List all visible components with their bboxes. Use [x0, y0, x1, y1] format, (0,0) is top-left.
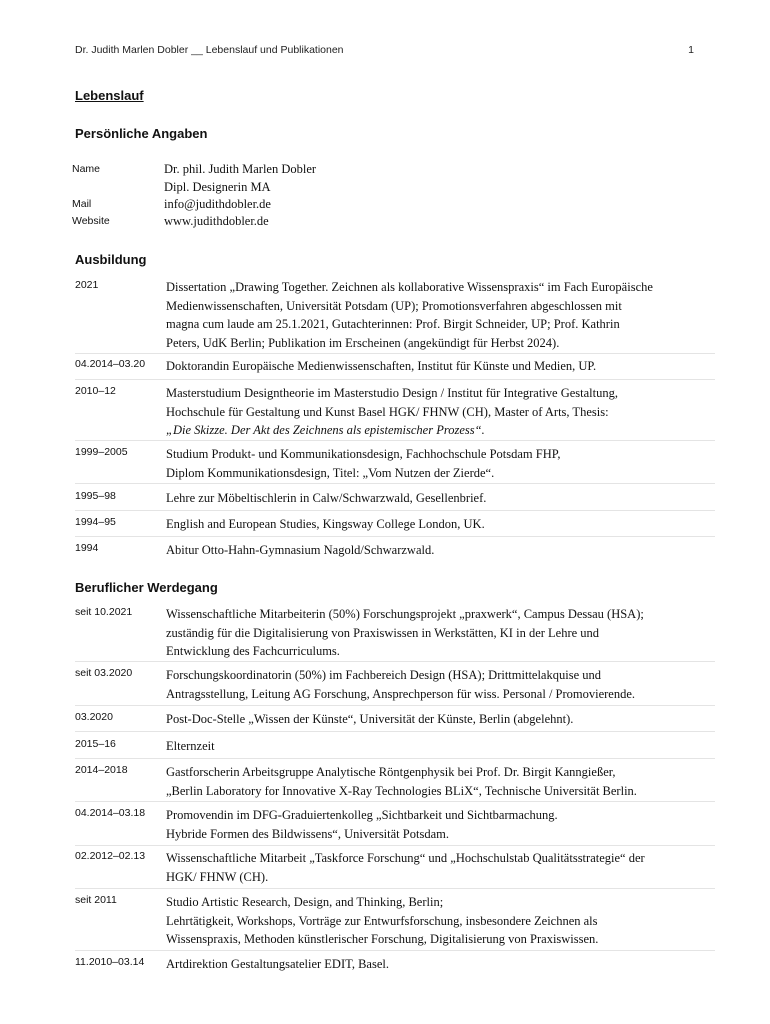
page-header — [75, 44, 694, 60]
entry-date: seit 10.2021 — [75, 606, 133, 618]
mail-value: info@judithdobler.de — [164, 197, 271, 211]
divider — [75, 536, 715, 537]
section-heading-personal: Persönliche Angaben — [75, 126, 208, 141]
entry-line: English and European Studies, Kingsway College London, UK. — [166, 517, 485, 531]
entry-line: Diplom Kommunikationsdesign, Titel: „Vom Nutzen der Zierde“. — [166, 465, 495, 480]
entry-date: 1999–2005 — [75, 446, 128, 458]
entry-line: Lehre zur Möbeltischlerin in Calw/Schwarzwald, Gesellenbrief. — [166, 491, 487, 505]
entry-date: 2021 — [75, 279, 99, 291]
entry-date: seit 03.2020 — [75, 667, 133, 679]
entry-date: 04.2014–03.20 — [75, 358, 146, 370]
divider — [75, 758, 715, 759]
entry-description — [166, 541, 726, 560]
divider — [75, 801, 715, 802]
entry-description — [166, 384, 726, 440]
website-label: Website — [72, 215, 110, 227]
entry-line: Wissenspraxis, Methoden künstlerischer Forschung, Digitalisierung von Praxiswissen. — [166, 932, 599, 946]
entry-line: Medienwissenschaften, Universität Potsdam (UP); Promotionsverfahren abgeschlossen mit — [166, 298, 622, 313]
divider — [75, 888, 715, 889]
divider — [75, 353, 715, 354]
entry-line: Promovendin im DFG-Graduiertenkolleg „Sichtbarkeit und Sichtbarmachung. — [166, 808, 558, 822]
page-number: 1 — [688, 44, 694, 56]
entry-description — [166, 849, 726, 886]
entry-date: 03.2020 — [75, 711, 113, 723]
entry-description — [166, 278, 726, 352]
entry-line: „Die Skizze. Der Akt des Zeichnens als epistemischer Prozess“. — [166, 423, 485, 437]
entry-line: Dissertation „Drawing Together. Zeichnen als kollaborative Wissenspraxis“ im Fach Europäische — [166, 280, 653, 294]
divider — [75, 661, 715, 662]
mail-label: Mail — [72, 198, 92, 210]
entry-description — [166, 605, 726, 661]
divider — [75, 483, 715, 484]
divider — [75, 510, 715, 511]
entry-date: 1994 — [75, 542, 99, 554]
entry-line: magna cum laude am 25.1.2021, Gutachterinnen: Prof. Birgit Schneider, UP; Prof. Kathrin — [166, 317, 620, 331]
divider — [75, 845, 715, 846]
entry-line: Lehrtätigkeit, Workshops, Vorträge zur Entwurfsforschung, insbesondere Zeichnen als — [166, 913, 598, 928]
name-value: Dr. phil. Judith Marlen Dobler — [164, 162, 317, 176]
entry-date: 1994–95 — [75, 516, 116, 528]
entry-line: Hybride Formen des Bildwissens“, Universität Potsdam. — [166, 826, 449, 841]
entry-date: 2014–2018 — [75, 764, 128, 776]
degree-value: Dipl. Designerin MA — [164, 180, 271, 194]
header-doc-title: Lebenslauf und Publikationen — [205, 44, 344, 56]
entry-description — [166, 763, 726, 800]
entry-line: Entwicklung des Fachcurriculums. — [166, 644, 340, 658]
entry-date: 2015–16 — [75, 738, 116, 750]
entry-description — [166, 955, 726, 974]
entry-line: Hochschule für Gestaltung und Kunst Basel HGK/ FHNW (CH), Master of Arts, Thesis: — [166, 404, 609, 419]
website-value: www.judithdobler.de — [164, 214, 269, 228]
header-left — [75, 44, 344, 56]
entry-line: Studio Artistic Research, Design, and Thinking, Berlin; — [166, 895, 444, 909]
entry-line: „Berlin Laboratory for Innovative X-Ray Technologies BLiX“, Technische Universität Berlin. — [166, 783, 637, 798]
entry-line: HGK/ FHNW (CH). — [166, 869, 269, 884]
entry-date: 04.2014–03.18 — [75, 807, 146, 819]
entry-description — [166, 666, 726, 703]
divider — [75, 440, 715, 441]
divider — [75, 731, 715, 732]
entry-line: Wissenschaftliche Mitarbeiterin (50%) Forschungsprojekt „praxwerk“, Campus Dessau (HSA); — [166, 607, 644, 621]
entry-line: Studium Produkt- und Kommunikationsdesign, Fachhochschule Potsdam FHP, — [166, 447, 561, 461]
divider — [75, 379, 715, 380]
entry-date: 1995–98 — [75, 490, 116, 502]
page-title: Lebenslauf — [75, 88, 144, 103]
section-heading-education: Ausbildung — [75, 252, 147, 267]
entry-line: Post-Doc-Stelle „Wissen der Künste“, Universität der Künste, Berlin (abgelehnt). — [166, 712, 574, 726]
entry-line: Masterstudium Designtheorie im Masterstudio Design / Institut für Integrative Gestaltung, — [166, 386, 619, 400]
entry-line: Peters, UdK Berlin; Publikation im Erscheinen (angekündigt für Herbst 2024). — [166, 335, 560, 350]
entry-date: 02.2012–02.13 — [75, 850, 146, 862]
entry-line: zuständig für die Digitalisierung von Praxiswissen in Werkstätten, KI in der Lehre und — [166, 625, 600, 640]
entry-line: Forschungskoordinatorin (50%) im Fachbereich Design (HSA); Drittmittelakquise und — [166, 668, 601, 682]
entry-description — [166, 515, 726, 534]
entry-description — [166, 893, 726, 949]
entry-line: Antragsstellung, Leitung AG Forschung, Ansprechperson für wiss. Personal / Promovierende. — [166, 686, 636, 701]
entry-description — [166, 357, 726, 376]
entry-line: Wissenschaftliche Mitarbeit „Taskforce Forschung“ und „Hochschulstab Qualitätsstrategie“ der — [166, 851, 645, 865]
divider — [75, 705, 715, 706]
section-heading-career: Beruflicher Werdegang — [75, 580, 218, 595]
entry-line: Gastforscherin Arbeitsgruppe Analytische Röntgenphysik bei Prof. Dr. Birgit Kanngießer, — [166, 765, 616, 779]
entry-description — [166, 710, 726, 729]
entry-description — [166, 445, 726, 482]
entry-description — [166, 489, 726, 508]
entry-line: Elternzeit — [166, 739, 215, 753]
name-label: Name — [72, 163, 101, 175]
header-separator: __ — [191, 44, 203, 56]
entry-date: seit 2011 — [75, 894, 117, 906]
entry-date: 11.2010–03.14 — [75, 956, 145, 968]
divider — [75, 950, 715, 951]
entry-description — [166, 806, 726, 843]
entry-line: Artdirektion Gestaltungsatelier EDIT, Basel. — [166, 957, 389, 971]
entry-description — [166, 737, 726, 756]
entry-line: Abitur Otto-Hahn-Gymnasium Nagold/Schwarzwald. — [166, 543, 435, 557]
entry-line: Doktorandin Europäische Medienwissenschaften, Institut für Künste und Medien, UP. — [166, 359, 597, 373]
header-author: Dr. Judith Marlen Dobler — [75, 44, 189, 56]
entry-date: 2010–12 — [75, 385, 116, 397]
